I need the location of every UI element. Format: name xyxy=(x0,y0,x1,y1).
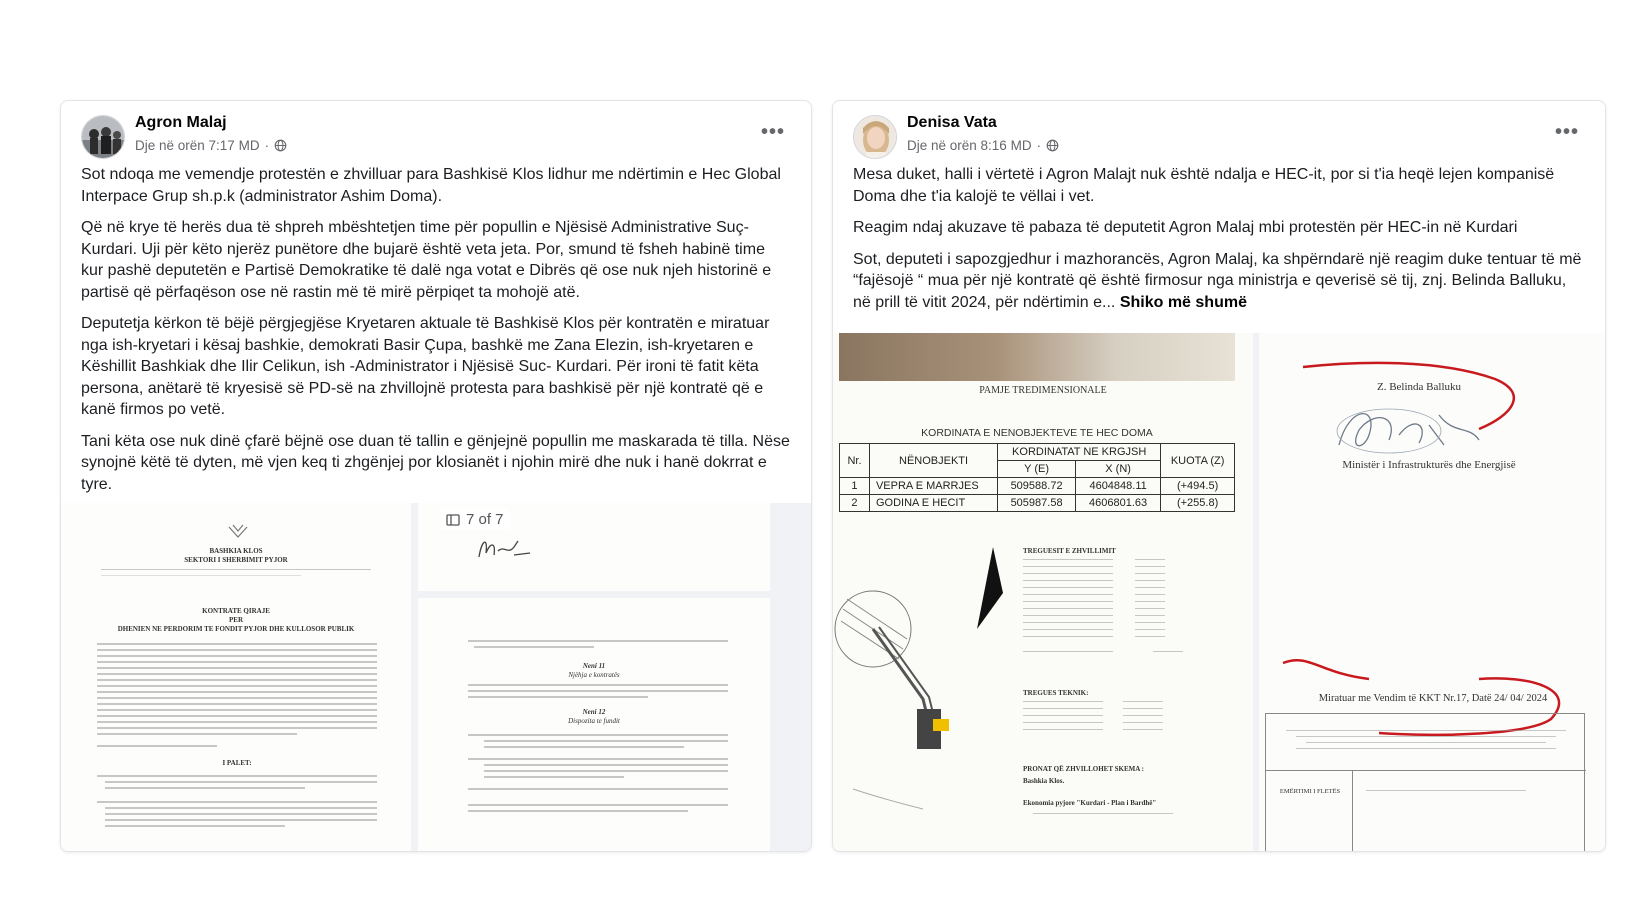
th-x: X (N) xyxy=(1076,461,1161,478)
section-title: TREGUES TEKNIK: xyxy=(1023,689,1089,697)
post-paragraph: Deputetja kërkon të bëjë përgjegjëse Kryetaren aktuale të Bashkisë Klos për kontratën e miratuar nga ish-kryetari i kësaj bashkie, demokrati Basir Çupa, bashkë me Zana Elezin, ish-kryetaren e Këshillit Bashkiak dhe Ilir Celikun, ish -Administrator i Njësisë Suc- Kurdari. Për ironi të fatit këta persona, anëtarë të kryesisë së PD-së na zhvillojnë protesta para bashkisë për një kontratë që e kanë firmos po vetë. xyxy=(81,315,770,418)
section-title: TREGUESIT E ZHVILLIMIT xyxy=(1023,547,1116,555)
page-counter-label: 7 of 7 xyxy=(466,511,504,528)
signer-title: Ministër i Infrastrukturës dhe Energjisë xyxy=(1342,459,1516,471)
terrain-render xyxy=(839,333,1235,381)
title-block xyxy=(1265,713,1585,852)
doc-title: KONTRATE QIRAJE xyxy=(202,607,270,615)
doc-section: I PALET: xyxy=(222,759,252,767)
section-title: PRONAT QË ZHVILLOHET SKEMA : xyxy=(1023,765,1144,773)
post-paragraph: Që në krye të herës dua të shpreh mbështetjen time për popullin e Njësisë Administrative Suç-Kurdari. Uji për këto njerëz punëtore dhe bujarë është veta jeta. Por, smund të fsheh habinë time kur pashë deputetën e Partisë Demokratike të dalë nga votat e Dibrës që ose nuk njeh historinë e partisë që përfaqëson ose në rastin më të mirë përpiqet ta mohojë atë. xyxy=(81,219,772,301)
doc-header: SEKTORI I SHERBIMIT PYJOR xyxy=(184,556,288,564)
avatar[interactable] xyxy=(853,115,897,159)
avatar[interactable] xyxy=(81,115,125,159)
signature-icon xyxy=(474,533,534,563)
post-body xyxy=(853,164,1585,323)
post-meta: Dje në orën 8:16 MD · xyxy=(907,138,1059,153)
gallery-icon xyxy=(446,514,460,526)
author-name[interactable]: Agron Malaj xyxy=(135,114,227,131)
th-y: Y (E) xyxy=(998,461,1076,478)
post-meta: Dje në orën 7:17 MD · xyxy=(135,138,287,153)
page-counter[interactable] xyxy=(440,509,510,530)
th-nr: Nr. xyxy=(840,444,870,478)
post-time[interactable]: Dje në orën 7:17 MD xyxy=(135,138,260,153)
post-time[interactable]: Dje në orën 8:16 MD xyxy=(907,138,1032,153)
post-denisa-vata xyxy=(832,100,1606,852)
doc-header: BASHKIA KLOS xyxy=(209,547,263,555)
post-media[interactable] xyxy=(833,333,1605,851)
th-kuota: KUOTA (Z) xyxy=(1161,444,1235,478)
doc-article: Neni 11 xyxy=(582,662,606,670)
coord-table-title: KORDINATA E NENOBJEKTEVE TE HEC DOMA xyxy=(921,427,1153,439)
section-subtitle: Bashkia Klos. xyxy=(1023,777,1065,785)
document-image-signature[interactable] xyxy=(418,503,770,591)
post-paragraph xyxy=(853,249,1585,314)
approval-text: Miratuar me Vendim të KKT Nr.17, Datë 24/ 04/ 2024 xyxy=(1318,693,1548,704)
post-paragraph: Sot ndoqa me vemendje protestën e zhvilluar para Bashkisë Klos lidhur me ndërtimin e Hec Global Interpace Grup sh.p.k (administrator Ashim Doma). xyxy=(81,166,781,205)
red-ink-mark xyxy=(1299,359,1529,439)
section-title: Ekonomia pyjore "Kurdari - Plan i Bardhë" xyxy=(1023,799,1157,807)
document-image-contract-end[interactable] xyxy=(418,598,770,852)
emblem-icon xyxy=(227,523,249,541)
signer-name: Z. Belinda Balluku xyxy=(1376,381,1461,393)
globe-icon xyxy=(274,139,287,152)
post-media[interactable] xyxy=(61,503,811,851)
post-paragraph: Tani këta ose nuk dinë çfarë bëjnë ose duan të tallin e gënjejnë popullin me maskarada të tilla. Nëse synojnë këtë të dyten, më vjen keq ti zhgënjej por klosianët i njohin mirë dhe nuk i hanë dokrrat e tyre. xyxy=(81,432,790,493)
post-paragraph-text: Sot, deputeti i sapozgjedhur i mazhorancës, Agron Malaj, ka shpërndarë një reagim duke tentuar të më “fajësojë “ mua për një kontratë që është firmosur nga ministrja e qeverisë së tij, znj. Belinda Balluku, në prill të vitit 2024, për ndërtimin e... xyxy=(853,250,1582,311)
doc-article: Njëhja e kontratës xyxy=(568,671,620,679)
post-header xyxy=(833,101,1605,169)
table-cell: EMËRTIMI I FLETËS xyxy=(1279,788,1341,795)
post-paragraph: Reagim ndaj akuzave të pabaza të deputetit Agron Malaj mbi protestën për HEC-in në Kurdari xyxy=(853,219,1518,236)
table-row: 2 GODINA E HECIT 505987.58 4606801.63 (+255.8) xyxy=(840,495,1235,512)
pipe-diagram xyxy=(833,569,1008,852)
post-body xyxy=(81,164,791,505)
more-options-icon[interactable]: ••• xyxy=(760,121,785,143)
post-paragraph: Mesa duket, halli i vërtetë i Agron Malajt nuk është ndalja e HEC-it, por si t'ia heqë lejen kompanisë Doma dhe t'ia kalojë te vëllai i vet. xyxy=(853,166,1555,205)
th-kordinatat: KORDINATAT NE KRGJSH xyxy=(998,444,1161,461)
author-name[interactable]: Denisa Vata xyxy=(907,114,997,131)
document-image-contract[interactable] xyxy=(61,503,411,852)
th-nenobjekti: NËNOBJEKTI xyxy=(869,444,997,478)
more-options-icon[interactable]: ••• xyxy=(1554,121,1579,143)
doc-title: PER xyxy=(229,616,243,624)
document-image-technical-plan[interactable] xyxy=(833,333,1253,852)
post-header xyxy=(61,101,811,169)
table-row: 1 VEPRA E MARRJES 509588.72 4604848.11 (+494.5) xyxy=(840,478,1235,495)
doc-article: Neni 12 xyxy=(582,708,606,716)
doc-article: Dispozita te fundit xyxy=(568,717,620,725)
see-more-link[interactable]: Shiko më shumë xyxy=(1119,293,1247,311)
document-image-approval[interactable] xyxy=(1259,333,1606,852)
coord-table xyxy=(839,443,1235,512)
globe-icon xyxy=(1046,139,1059,152)
post-agron-malaj xyxy=(60,100,812,852)
doc-title: DHENIEN NE PERDORIM TE FONDIT PYJOR DHE KULLOSOR PUBLIK xyxy=(117,625,355,633)
render-caption: PAMJE TREDIMENSIONALE xyxy=(979,385,1107,396)
